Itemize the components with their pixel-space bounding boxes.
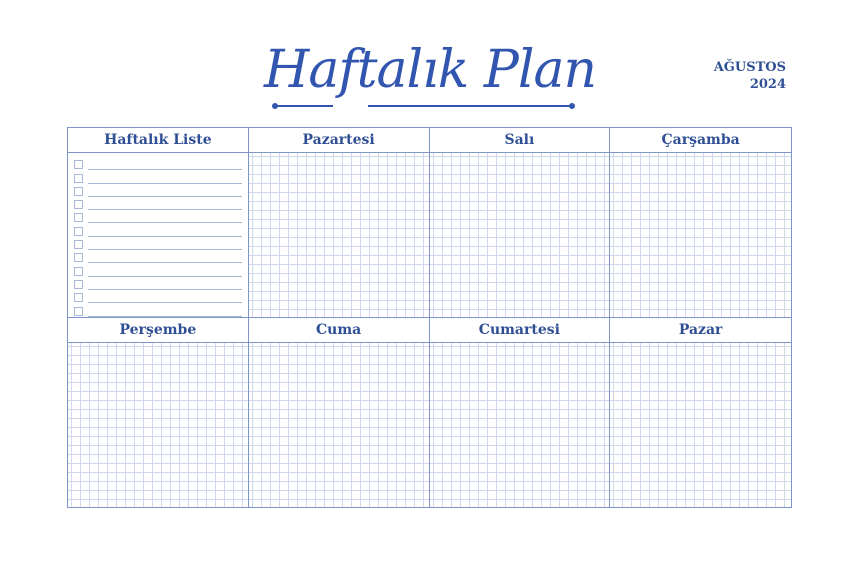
checklist-item	[74, 250, 242, 263]
checklist-item	[74, 263, 242, 276]
checkbox[interactable]	[74, 174, 83, 183]
checklist-item	[74, 303, 242, 316]
grid-area[interactable]	[610, 343, 791, 507]
checklist-item	[74, 290, 242, 303]
checklist-line[interactable]	[88, 316, 242, 317]
grid-area[interactable]	[430, 153, 610, 317]
checklist-item	[74, 223, 242, 236]
section-header: Haftalık Liste	[68, 128, 248, 153]
checklist-line[interactable]	[88, 249, 242, 250]
section-header: Salı	[430, 128, 610, 153]
grid-area[interactable]	[68, 343, 248, 507]
checkbox[interactable]	[74, 227, 83, 236]
checklist-item	[74, 157, 242, 170]
section-header: Cumartesi	[430, 318, 610, 343]
checklist-line[interactable]	[88, 183, 242, 184]
day-section-sunday	[610, 318, 791, 507]
checklist-line[interactable]	[88, 236, 242, 237]
day-section-wednesday	[610, 128, 791, 318]
section-header: Pazartesi	[249, 128, 429, 153]
checkbox[interactable]	[74, 160, 83, 169]
checklist-line[interactable]	[88, 262, 242, 263]
checkbox[interactable]	[74, 240, 83, 249]
checklist-item	[74, 210, 242, 223]
section-header: Çarşamba	[610, 128, 791, 153]
month-label: AĞUSTOS	[713, 60, 786, 75]
checkbox[interactable]	[74, 307, 83, 316]
checklist-item	[74, 184, 242, 197]
grid-area[interactable]	[249, 153, 429, 317]
grid-area[interactable]	[430, 343, 610, 507]
date-label	[714, 59, 786, 93]
section-header: Perşembe	[68, 318, 248, 343]
checklist-line[interactable]	[88, 289, 242, 290]
year-label: 2024	[749, 77, 786, 92]
day-section-friday	[249, 318, 430, 507]
checkbox[interactable]	[74, 213, 83, 222]
checklist-item	[74, 237, 242, 250]
checkbox[interactable]	[74, 200, 83, 209]
checkbox[interactable]	[74, 267, 83, 276]
checklist-item	[74, 197, 242, 210]
day-section-tuesday	[430, 128, 611, 318]
day-section-thursday	[68, 318, 249, 507]
planner-grid	[67, 127, 792, 508]
day-section-saturday	[430, 318, 611, 507]
checklist-item	[74, 277, 242, 290]
checkbox[interactable]	[74, 280, 83, 289]
day-section-monday	[249, 128, 430, 318]
checkbox[interactable]	[74, 187, 83, 196]
checkbox[interactable]	[74, 253, 83, 262]
section-header: Cuma	[249, 318, 429, 343]
grid-area[interactable]	[610, 153, 791, 317]
checklist-line[interactable]	[88, 276, 242, 277]
title-underline-left	[276, 105, 333, 107]
checkbox[interactable]	[74, 293, 83, 302]
grid-area[interactable]	[249, 343, 429, 507]
section-header: Pazar	[610, 318, 791, 343]
checklist-line[interactable]	[88, 169, 242, 170]
checklist	[68, 153, 248, 317]
checklist-line[interactable]	[88, 209, 242, 210]
title-underline-right	[368, 105, 572, 107]
checklist-item	[74, 170, 242, 183]
title-underline-dot-left	[272, 103, 278, 109]
page-title: Haftalık Plan	[264, 40, 596, 100]
checklist-line[interactable]	[88, 196, 242, 197]
weekly-list-section	[68, 128, 249, 318]
checklist-line[interactable]	[88, 222, 242, 223]
title-underline-dot-right	[569, 103, 575, 109]
checklist-line[interactable]	[88, 302, 242, 303]
